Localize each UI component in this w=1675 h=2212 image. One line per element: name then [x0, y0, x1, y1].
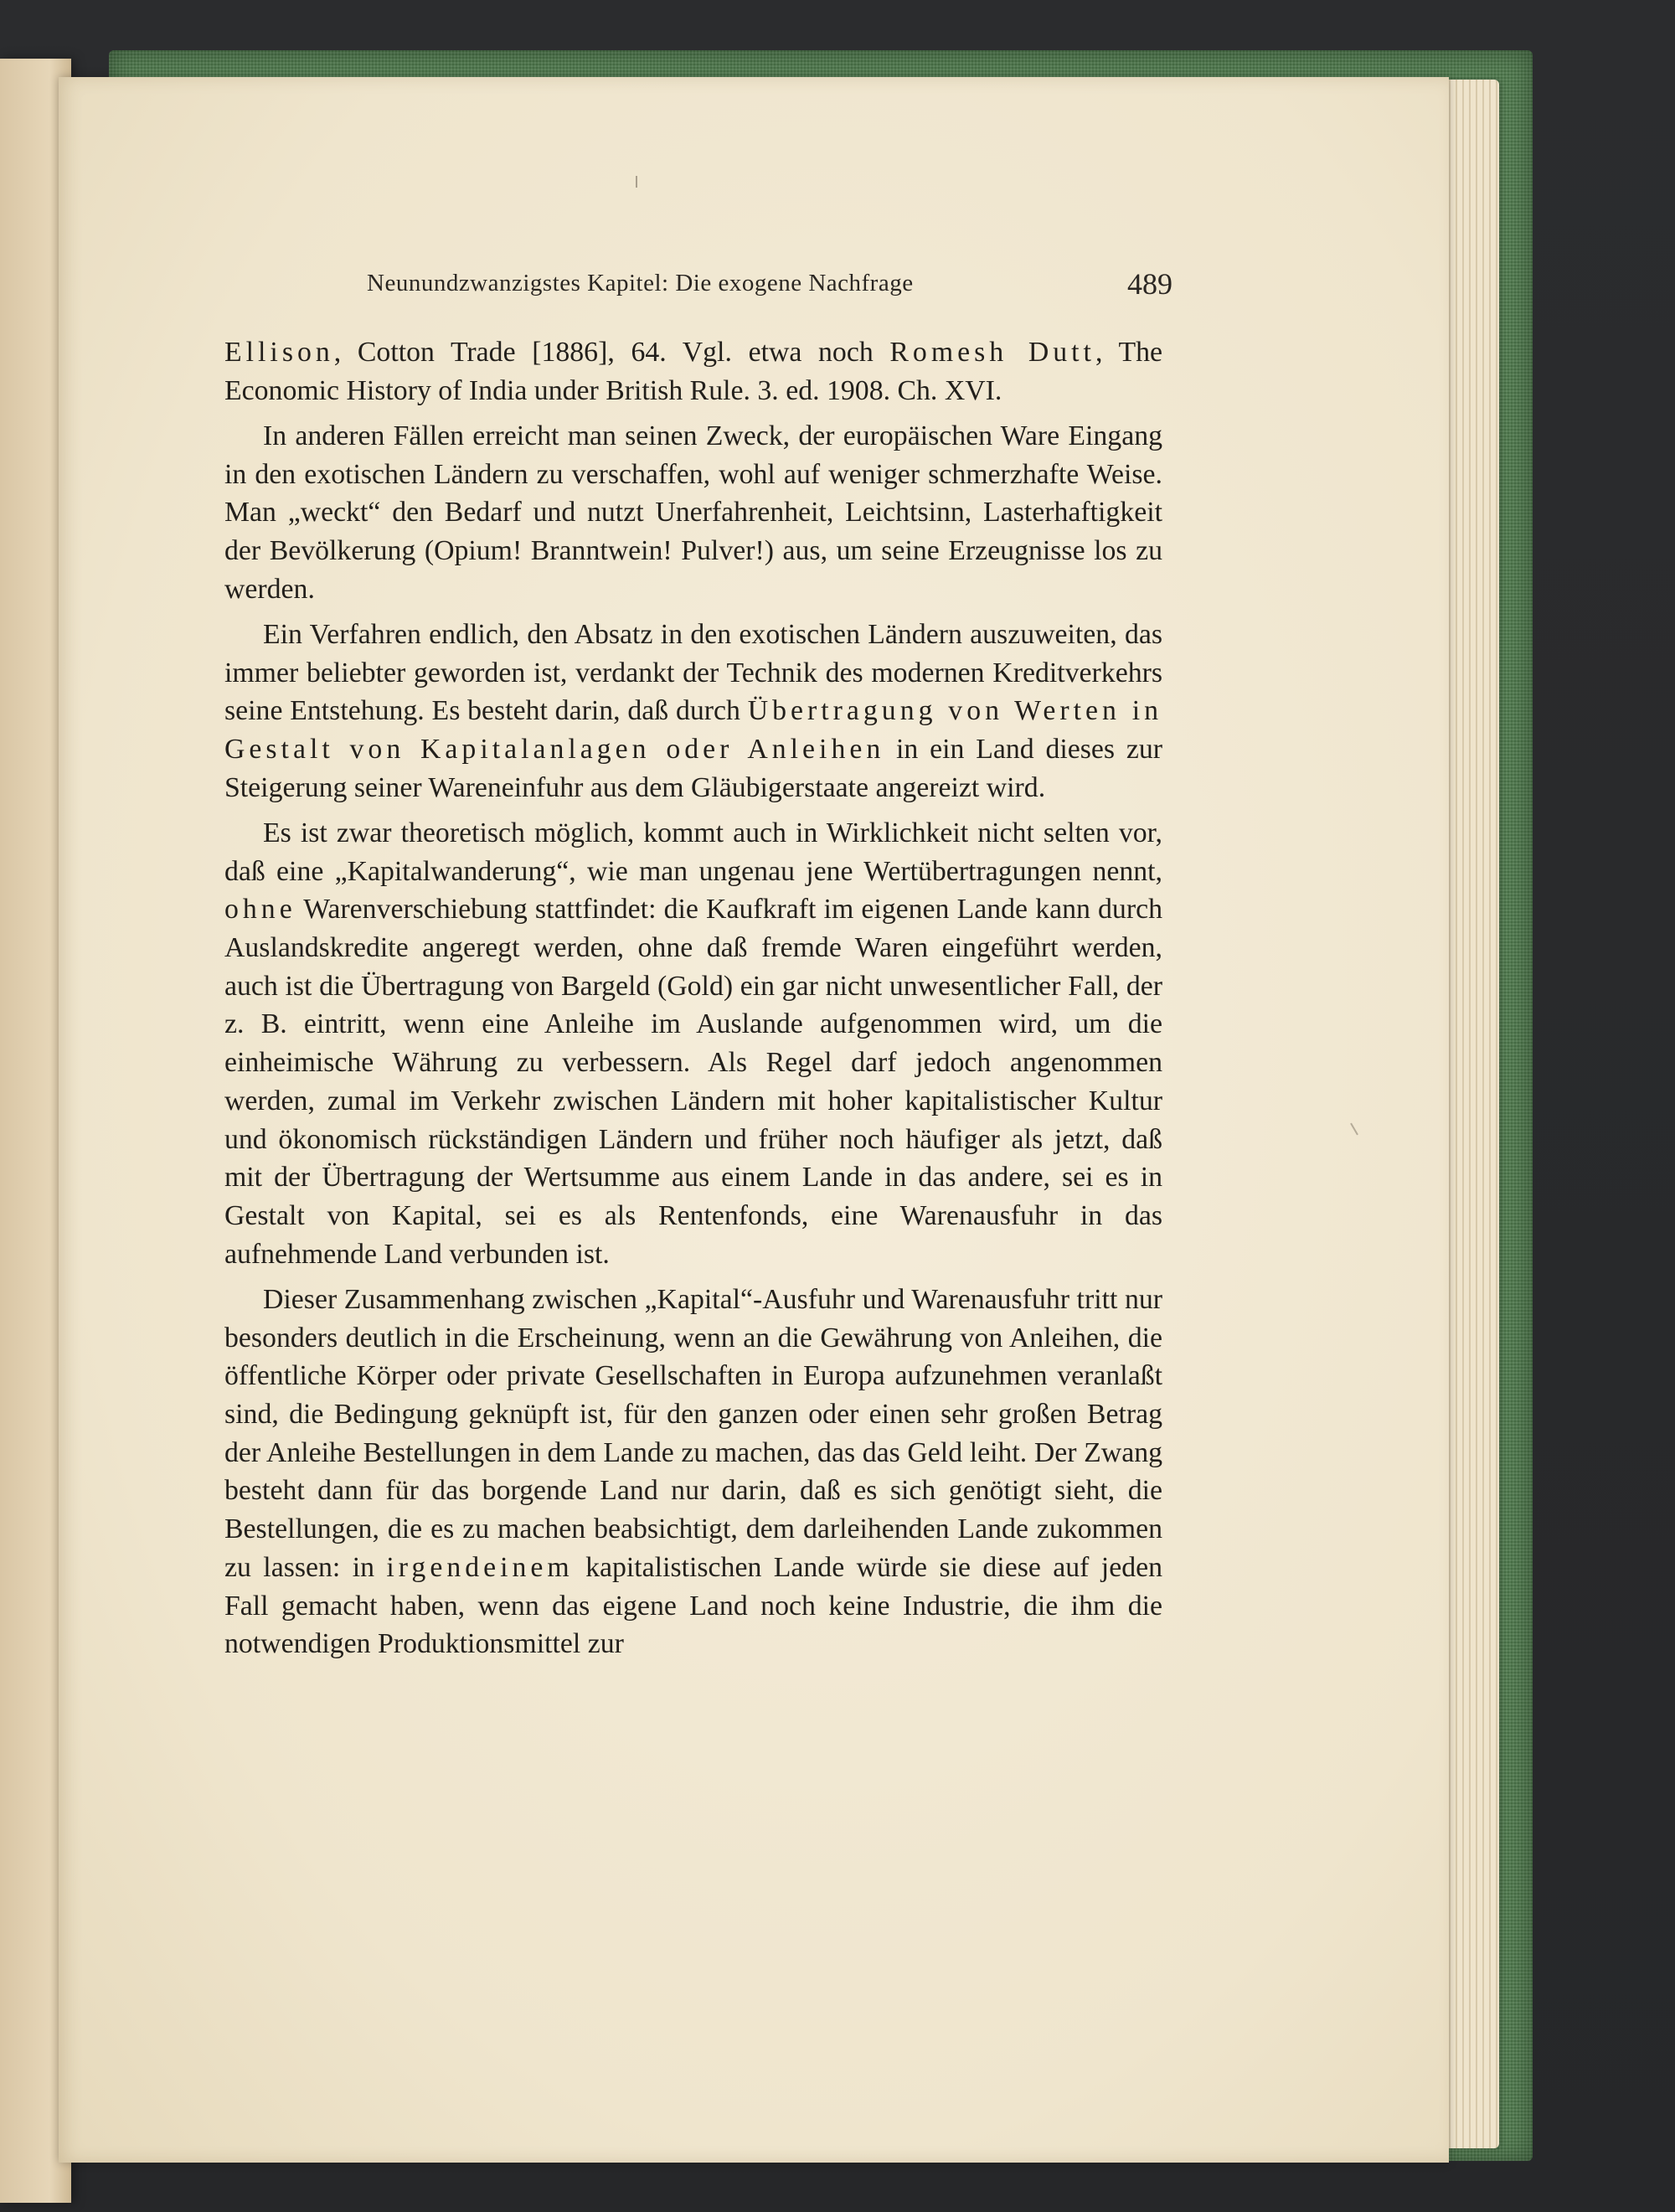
text-segment: Ellison [224, 337, 334, 368]
text-segment: irgendeinem [386, 1551, 574, 1583]
paragraph [224, 1281, 1162, 1663]
text-segment: Warenverschiebung stattfindet: die Kaufkraft im eigenen Lande kann durch Auslandskredite angeregt werden, ohne daß fremde Waren eingeführt werden, auch ist die Übertragung von Bargeld (Gold) ein gar nicht unwesentlicher Fall, der z. B. eintritt, wenn eine Anleihe im Auslande aufgenommen wird, um die einheimische Währung zu verbessern. Als Regel darf jedoch angenommen werden, zumal im Verkehr zwischen Ländern mit hoher kapitalistischer Kultur und ökonomisch rückständigen Ländern und früher noch häufiger als jetzt, daß mit der Übertragung der Wertsumme aus einem Lande in das andere, sei es in Gestalt von Kapital, sei es als Rentenfonds, eine Warenausfuhr in das aufnehmende Land verbunden ist. [224, 894, 1162, 1270]
text-segment: , The Economic History of India under British Rule. 3. ed. 1908. Ch. XVI. [224, 337, 1162, 406]
paragraph [224, 333, 1162, 410]
paper-speck [636, 176, 637, 188]
text-segment: , Cotton Trade [1886], 64. Vgl. etwa noch [333, 337, 890, 368]
page-number: 489 [1127, 267, 1172, 301]
text-segment: Ein Verfahren endlich, den Absatz in den exotischen Ländern auszuweiten, das immer beliebter geworden ist, verdankt der Technik des modernen Kreditverkehrs seine Entstehung. Es besteht darin, daß durch [224, 618, 1162, 727]
text-segment: Dieser Zusammenhang zwischen „Kapital“-Ausfuhr und Warenausfuhr tritt nur besonders deutlich in die Erscheinung, wenn an die Gewährung von Anleihen, die öffentliche Körper oder private Gesellschaften in Europa aufzunehmen veranlaßt sind, die Bedingung geknüpft ist, für den ganzen oder einen sehr großen Betrag der Anleihe Bestellungen in dem Lande zu machen, das das Geld leiht. Der Zwang besteht dann für das borgende Land nur darin, daß es sich genötigt sieht, die Bestellungen, die es zu machen beabsichtigt, dem darleihenden Lande zukommen zu lassen: in [224, 1283, 1162, 1583]
paragraph [224, 417, 1162, 609]
text-segment: ohne [224, 894, 296, 926]
running-head: Neunundzwanzigstes Kapitel: Die exogene Nachfrage [367, 270, 914, 296]
text-segment: Es ist zwar theoretisch möglich, kommt auch in Wirklichkeit nicht selten vor, daß eine „Kapitalwanderung“, wie man ungenau jene Wertübertragungen nennt, [224, 817, 1162, 887]
text-segment: Romesh Dutt [889, 337, 1095, 368]
text-segment: in ein Land dieses zur Steigerung seiner Wareneinfuhr aus dem Gläubigerstaate angereizt wird. [224, 734, 1162, 803]
body-text [224, 333, 1162, 1670]
paragraph [224, 616, 1162, 807]
page-header [367, 266, 1172, 308]
text-segment: kapitalistischen Lande würde sie diese auf jeden Fall gemacht haben, wenn das eigene Land noch keine Industrie, die ihm die notwendigen Produktionsmittel zur [224, 1551, 1162, 1660]
text-segment: In anderen Fällen erreicht man seinen Zweck, der europäischen Ware Eingang in den exotischen Ländern zu verschaffen, wohl auf weniger schmerzhafte Weise. Man „weckt“ den Bedarf und nutzt Unerfahrenheit, Leichtsinn, Lasterhaftigkeit der Bevölkerung (Opium! Branntwein! Pulver!) aus, um seine Erzeugnisse los zu werden. [224, 420, 1162, 605]
text-segment: Übertragung von Werten in Gestalt von Kapitalanlagen oder Anleihen [224, 695, 1162, 766]
paragraph [224, 814, 1162, 1273]
